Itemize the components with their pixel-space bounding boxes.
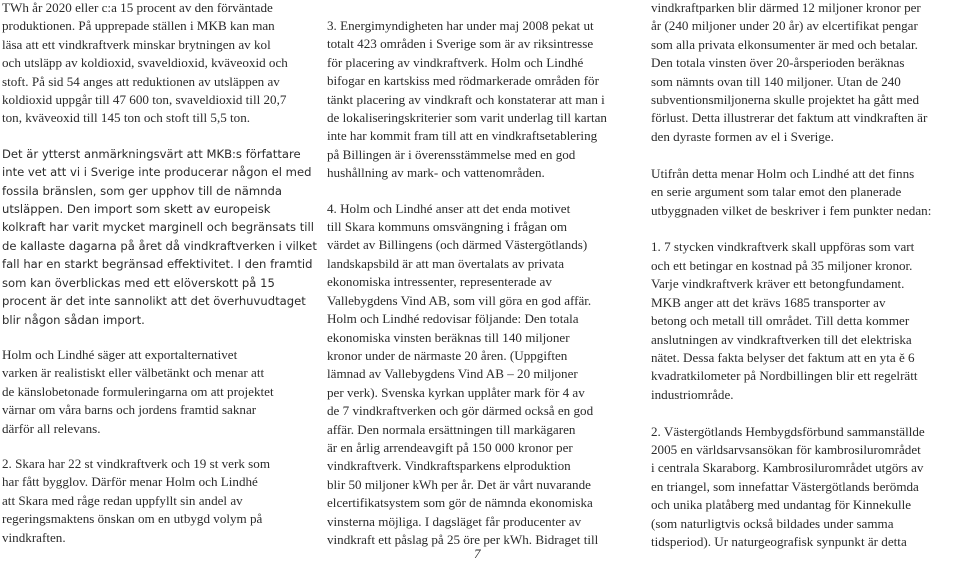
text-line: Den totala vinsten över 20-årsperioden beräknas (651, 55, 905, 71)
text-line: i centrala Skaraborg. Kambrosilurområdet utgörs av (651, 460, 924, 476)
text-line: Utifrån detta menar Holm och Lindhé att det finns (651, 165, 915, 181)
paragraph-point-2-heritage (651, 423, 960, 552)
text-line: 2. Västergötlands Hembygdsförbund sammanställde (651, 423, 925, 439)
text-line: år (240 miljoner under 20 år) av elcertifikat pengar (651, 18, 918, 34)
paragraph-point-3-energy-agency (327, 17, 627, 183)
text-line: lämnad av Vallebygdens Vind AB – 20 miljoner (327, 366, 578, 382)
text-line: vindkraftparken blir därmed 12 miljoner kronor per (651, 0, 921, 15)
text-line: 2005 en världsarvsansökan för kambrosilurområdet (651, 442, 921, 458)
text-line: den dyraste formen av el i Sverige. (651, 128, 834, 144)
text-line: regeringsmaktens önskan om en utbygd volym på (2, 511, 263, 527)
text-line: de känslobetonade formuleringarna om att projektet (2, 383, 274, 399)
paragraph-export-alternative (2, 346, 305, 438)
paragraph-arguments-intro (651, 165, 960, 220)
text-line: 4. Holm och Lindhé anser att det enda motivet (327, 200, 571, 216)
column-right (651, 0, 960, 551)
text-line: kolkraft har varit mycket marginell och begränsats till (2, 220, 314, 235)
text-line: till Skara kommuns omsvängning i frågan om (327, 219, 568, 235)
text-line: därför all relevans. (2, 420, 101, 436)
paragraph-emissions (2, 0, 305, 128)
text-line: värnar om våra barns och jordens framtid saknar (2, 402, 257, 418)
text-line: per verk). Svenska kyrkan upplåter mark för 4 av (327, 384, 585, 400)
text-line: utbyggnaden vilket de beskriver i fem punkter nedan: (651, 202, 932, 218)
text-line: värdet av Billingens (och därmed Västergötlands) (327, 237, 588, 253)
text-line: utsläppen. Den import som skett av europeisk (2, 202, 271, 217)
text-line: och unika platåberg med undantag för Kinnekulle (651, 497, 912, 513)
text-line: bifogar en kartskiss med rödmarkerade områden för (327, 73, 599, 89)
text-line: (som naturligtvis också bildades under samma (651, 515, 894, 531)
text-line: stoft. På sid 54 anges att reduktionen av utsläppen av (2, 73, 280, 89)
page-number: 7 (474, 546, 481, 561)
text-line: som kan överblickas med ett elöverskott på 15 (2, 275, 275, 290)
text-line: affär. Den normala ersättningen till markägaren (327, 421, 576, 437)
text-line: de lokaliseringskriterier som varit underlag till kartan (327, 110, 607, 126)
text-line: subventionsmiljonerna skulle projektet ha gått med (651, 92, 919, 108)
text-line: blir 50 miljoner kWh per år. Det är vårt nuvarande (327, 476, 591, 492)
text-line: en serie argument som talar emot den planerade (651, 184, 902, 200)
text-line: och ett betingar en kostnad på 35 miljoner kronor. (651, 257, 913, 273)
text-line: 3. Energimyndigheten har under maj 2008 pekat ut (327, 18, 594, 33)
text-line: TWh år 2020 eller c:a 15 procent av den förväntade (2, 0, 273, 15)
column-left (2, 0, 317, 547)
text-line: elcertifikatsystem som gör de nämnda ekonomiska (327, 495, 593, 511)
column-middle (327, 17, 627, 549)
text-line: Holm och Lindhé redovisar följande: Den totala (327, 311, 579, 327)
text-line: blir någon sådan import. (2, 312, 145, 327)
text-line: anslutningen av vindkraftverken till det elektriska (651, 331, 912, 347)
text-line: varken är realistiskt eller välbetänkt och menar att (2, 365, 265, 381)
paragraph-point-1-industrial (651, 238, 960, 404)
text-line: koldioxid uppgår till 47 600 ton, svaveldioxid till 20,7 (2, 92, 287, 108)
text-line: vinsterna möjliga. I dagsläget får producenter av (327, 513, 582, 529)
text-line: inte har kommit fram till att en vindkraftsetablering (327, 128, 598, 144)
text-line: och utsläpp av koldioxid, svaveldioxid, kväveoxid och (2, 55, 288, 71)
text-line: som alla privata elkonsumenter är med och betalar. (651, 36, 918, 52)
text-line: produktionen. På upprepade ställen i MKB kan man (2, 18, 275, 34)
text-line: kronor under de närmaste 20 åren. (Uppgiften (327, 347, 568, 363)
paragraph-subsidy (651, 0, 960, 146)
text-line: fossila bränslen, som ger upphov till de nämnda (2, 183, 282, 198)
text-line: Vallebygdens Vind AB, som vill göra en god affär. (327, 292, 592, 308)
text-line: de 7 vindkraftverken och gör därmed också en god (327, 403, 594, 419)
text-line: förlust. Detta illustrerar det faktum att vindkraften är (651, 110, 928, 126)
text-line: nätet. Dessa fakta belyser det faktum att en yta ě 6 (651, 349, 915, 365)
text-line: Holm och Lindhé säger att exportalternativet (2, 346, 238, 362)
text-line: de kallaste dagarna på året då vindkraftverken i vilket (2, 238, 317, 253)
text-line: ton, kväveoxid till 145 ton och stoft till 5,5 ton. (2, 110, 251, 126)
text-line: läsa att ett vindkraftverk minskar brytningen av kol (2, 36, 271, 52)
text-line: Varje vindkraftverk kräver ett betongfundament. (651, 276, 905, 292)
text-line: totalt 423 områden i Sverige som är av riksintresse (327, 36, 594, 52)
text-line: inte vet att vi i Sverige inte producerar någon el med (2, 165, 312, 180)
text-line: vindkraft ett påslag på 25 öre per kWh. Bidraget till (327, 531, 599, 547)
paragraph-import-remark (2, 145, 317, 329)
text-line: att Skara med råge redan uppfyllt sin andel av (2, 492, 243, 508)
text-line: för placering av vindkraftverk. Holm och Lindhé (327, 54, 584, 70)
text-line: 1. 7 stycken vindkraftverk skall uppföras som vart (651, 239, 915, 255)
text-line: är en årlig arrendeavgift på 150 000 kronor per (327, 439, 573, 455)
text-line: industriområde. (651, 386, 734, 402)
text-line: 2. Skara har 22 st vindkraftverk och 19 st verk som (2, 455, 270, 471)
text-line: vindkraften. (2, 529, 66, 545)
text-line: landskapsbild är att man övertalats av privata (327, 255, 565, 271)
paragraph-point-4-economics (327, 200, 627, 550)
paragraph-point-2-skara (2, 455, 305, 547)
text-line: hushållning av mark- och vattenområden. (327, 165, 545, 181)
text-line: procent är det inte sannolikt att det överhuvudtaget (2, 294, 306, 309)
text-line: ekonomiska intressenter, representerade av (327, 274, 552, 290)
text-line: har fått bygglov. Därför menar Holm och Lindhé (2, 474, 258, 490)
text-line: MKB anger att det krävs 1685 transporter av (651, 294, 886, 310)
text-line: som nämnts ovan till 140 miljoner. Utan de 240 (651, 73, 901, 89)
text-line: på Billingen är i överensstämmelse med en god (327, 146, 576, 162)
text-line: Det är ytterst anmärkningsvärt att MKB:s författare (2, 146, 301, 161)
text-line: ekonomiska vinsten beräknas till 140 miljoner (327, 329, 570, 345)
text-line: vindkraftverk. Vindkraftsparkens elproduktion (327, 458, 571, 474)
text-line: tänkt placering av vindkraft och konstaterar att man i (327, 91, 605, 107)
text-line: en triangel, som innefattar Västergötlands berömda (651, 478, 919, 494)
text-line: kvadratkilometer på Nordbillingen blir ett regelrätt (651, 368, 918, 384)
text-line: betong och metall till området. Till detta kommer (651, 313, 910, 329)
text-line: tidsperiod). Ur naturgeografisk synpunkt är detta (651, 534, 907, 550)
text-line: fall har en starkt begränsad effektivitet. I den framtid (2, 257, 313, 272)
